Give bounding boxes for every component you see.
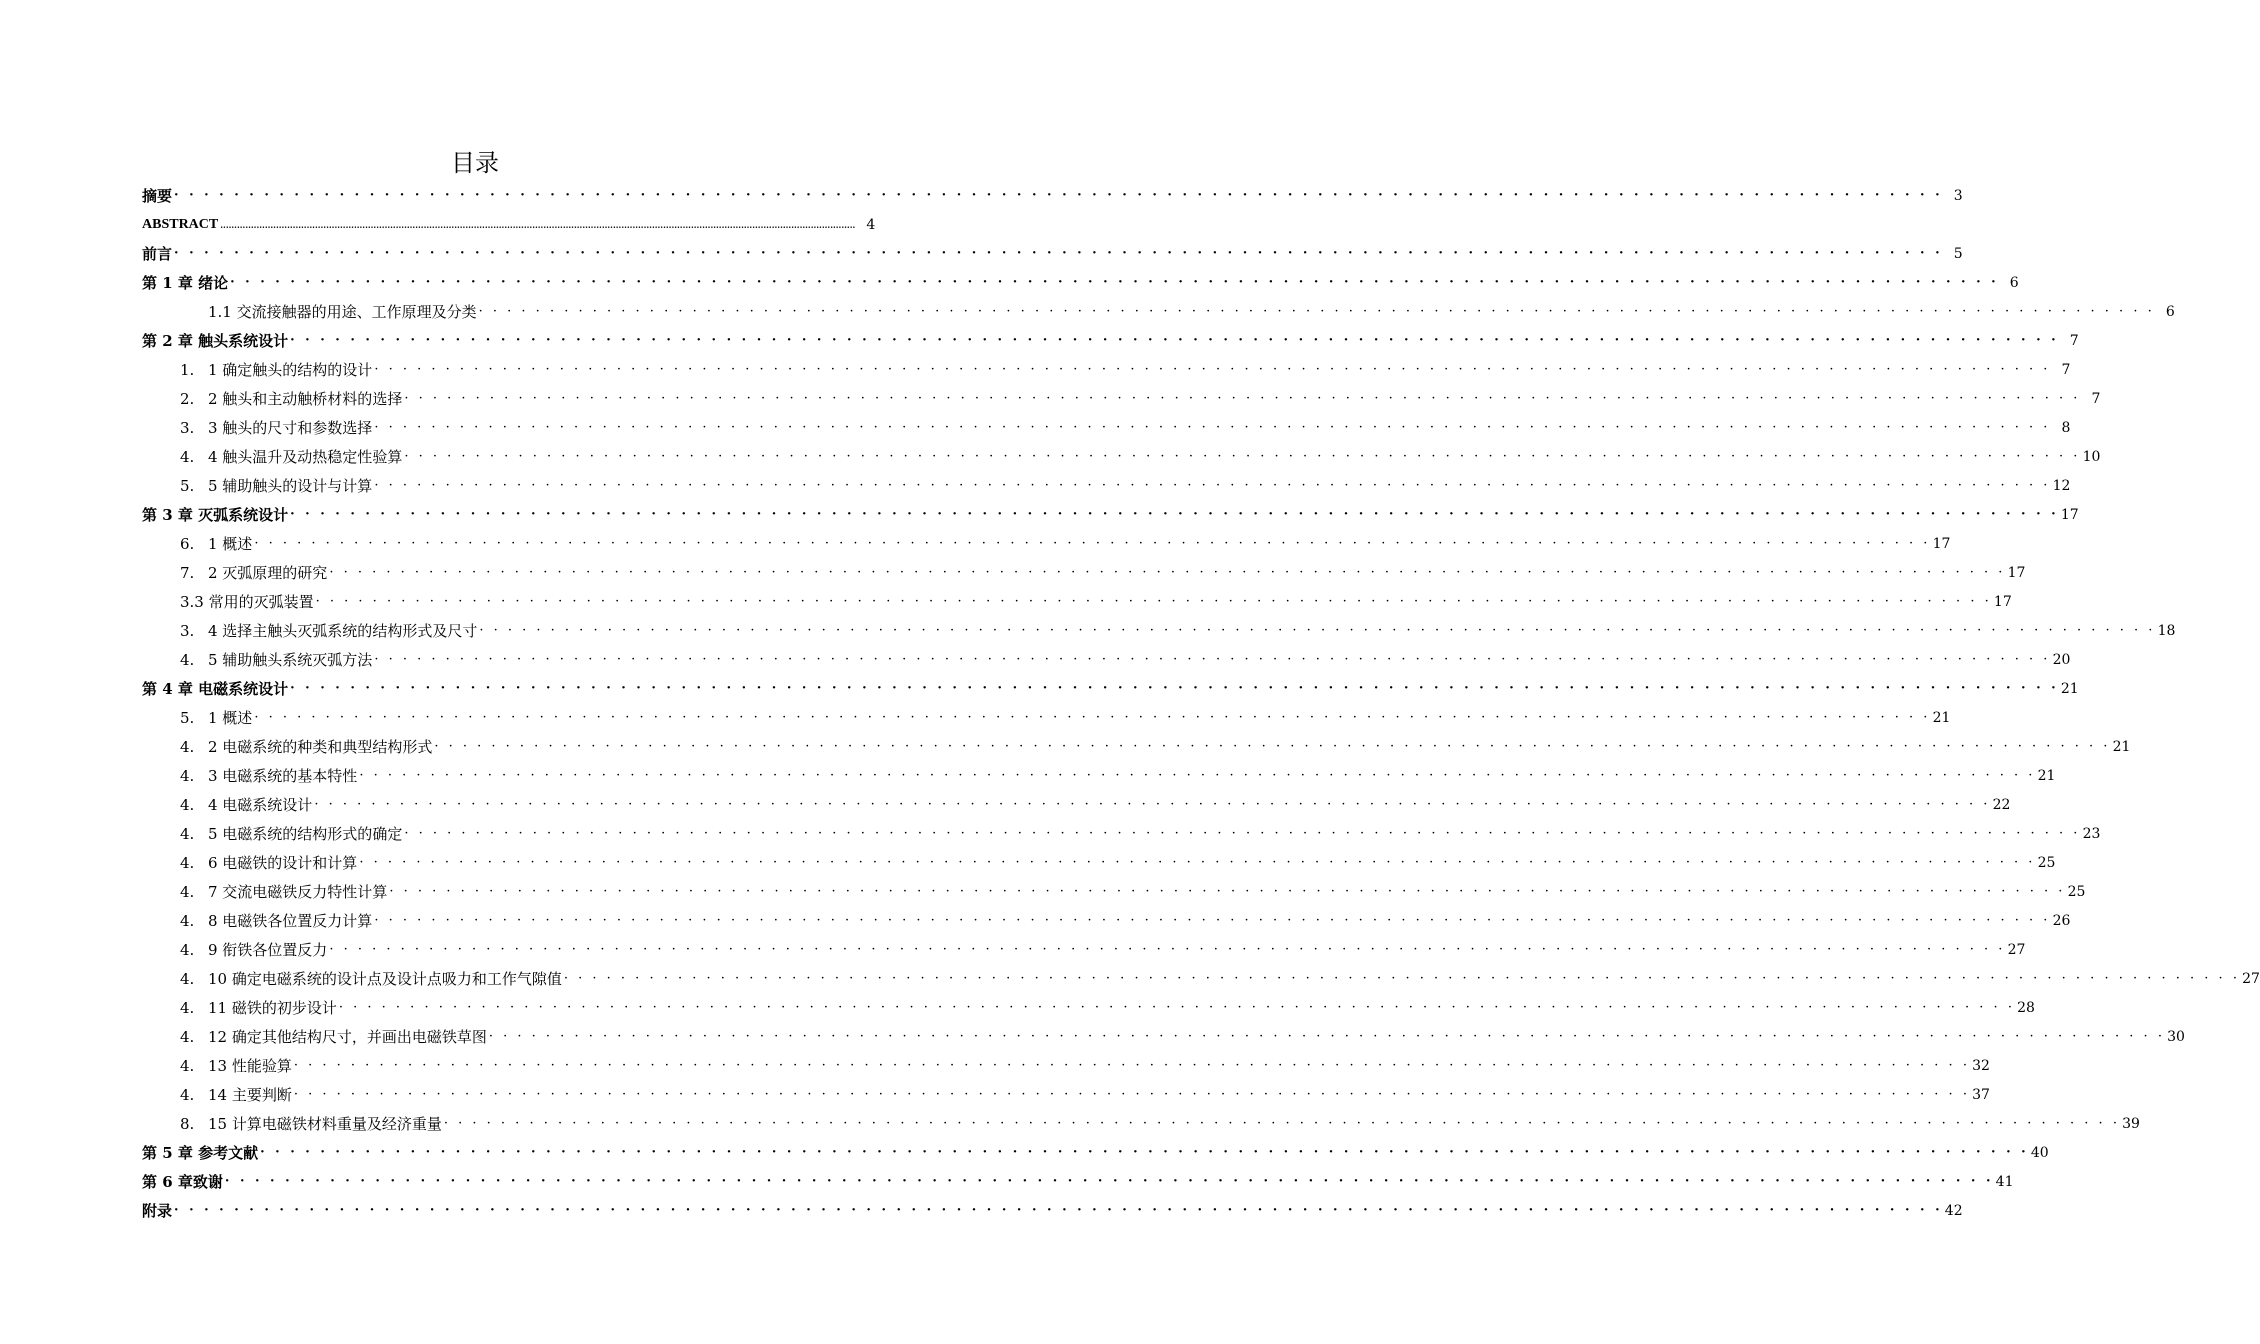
- toc-entry-page-number: 26: [2052, 912, 2071, 929]
- dot-leader: · · · · · · · · · · · · · · · · · · · · · · · · · · · · · · · · · · · · · · · · · · · · · · · · · · · · · · · · · · · · · · · · · · · · · · · · · · · · · · · · · · · · · · · · · · · · · · · · · · · · · · · · · · · · · · · · · · · · · ·: [404, 390, 2081, 406]
- toc-entry-page-number: 3: [1953, 187, 1963, 204]
- dot-leader: · · · · · · · · · · · · · · · · · · · · · · · · · · · · · · · · · · · · · · · · · · · · · · · · · · · · · · · · · · · · · · · · · · · · · · · · · · · · · · · · · · · · · · · · · · · · · · · · · · · · · · · · · · · · · · · · · · · · · ·: [290, 680, 2059, 696]
- toc-entry-title: 1.1 交流接触器的用途、工作原理及分类: [208, 303, 477, 321]
- dot-leader: · · · · · · · · · · · · · · · · · · · · · · · · · · · · · · · · · · · · · · · · · · · · · · · · · · · · · · · · · · · · · · · · · · · · · · · · · · · · · · · · · · · · · · · · · · · · · · · · · · · · · · · · · · · · · · · · · · · · · ·: [443, 1115, 2120, 1131]
- dot-leader: · · · · · · · · · · · · · · · · · · · · · · · · · · · · · · · · · · · · · · · · · · · · · · · · · · · · · · · · · · · · · · · · · · · · · · · · · · · · · · · · · · · · · · · · · · · · · · · · · · · · · · · · · · · · · · · · · · · · · ·: [254, 709, 1931, 725]
- toc-entry-title: 2 灭弧原理的研究: [208, 564, 328, 582]
- toc-entry-number: 5.: [180, 709, 195, 727]
- toc-entry-label: [180, 1113, 442, 1134]
- toc-entry[interactable]: [142, 587, 2012, 616]
- toc-entry-number: 4.: [180, 999, 195, 1017]
- dot-leader: · · · · · · · · · · · · · · · · · · · · · · · · · · · · · · · · · · · · · · · · · · · · · · · · · · · · · · · · · · · · · · · · · · · · · · · · · · · · · · · · · · · · · · · · · · · · · · · · · · · · · · · · · · · · · · · · · · · · · ·: [374, 477, 2051, 493]
- toc-entry-label: [180, 359, 372, 380]
- toc-entry-label: [180, 736, 432, 757]
- toc-entry[interactable]: [142, 790, 2011, 819]
- toc-entry-page-number: 37: [1972, 1086, 1990, 1103]
- dot-leader: · · · · · · · · · · · · · · · · · · · · · · · · · · · · · · · · · · · · · · · · · · · · · · · · · · · · · · · · · · · · · · · · · · · · · · · · · · · · · · · · · · · · · · · · · · · · · · · · · · · · · · · · · · · · · · · · · · · · · ·: [374, 651, 2051, 667]
- toc-entry-label: [142, 1171, 223, 1192]
- dot-leader: · · · · · · · · · · · · · · · · · · · · · · · · · · · · · · · · · · · · · · · · · · · · · · · · · · · · · · · · · · · · · · · · · · · · · · · · · · · · · · · · · · · · · · · · · · · · · · · · · · · · · · · · · · · · · · · · · · · · · ·: [359, 854, 2036, 870]
- toc-entry-page-number: 39: [2122, 1115, 2140, 1132]
- dot-leader: · · · · · · · · · · · · · · · · · · · · · · · · · · · · · · · · · · · · · · · · · · · · · · · · · · · · · · · · · · · · · · · · · · · · · · · · · · · · · · · · · · · · · · · · · · · · · · · · · · · · · · · · · · · · · · · · · · · · · ·: [230, 274, 1999, 290]
- dot-leader: · · · · · · · · · · · · · · · · · · · · · · · · · · · · · · · · · · · · · · · · · · · · · · · · · · · · · · · · · · · · · · · · · · · · · · · · · · · · · · · · · · · · · · · · · · · · · · · · · · · · · · · · · · · · · · · · · · · · · ·: [254, 535, 1931, 551]
- toc-entry-number: 4.: [180, 941, 195, 959]
- toc-entry-label: [180, 823, 402, 844]
- toc-entry[interactable]: [142, 1022, 2185, 1051]
- toc-entry-label: [180, 852, 357, 873]
- toc-entry-page-number: 27: [2242, 970, 2260, 987]
- toc-entry-title: 前言: [142, 245, 173, 263]
- toc-entry-page-number: 23: [2082, 825, 2101, 842]
- toc-entry-title: 摘要: [142, 187, 173, 205]
- toc-entry-label: [180, 591, 314, 612]
- toc-entry-number: 5.: [180, 477, 195, 495]
- toc-entry-number: 4.: [180, 970, 195, 988]
- toc-entry[interactable]: [142, 471, 2071, 500]
- toc-entry-page-number: 21: [1932, 709, 1951, 726]
- toc-entry-number: 4.: [180, 1057, 195, 1075]
- toc-entry-number: 4.: [180, 1028, 195, 1046]
- toc-entry-label: [180, 794, 312, 815]
- toc-entry-number: 4.: [180, 1086, 195, 1104]
- toc-entry-label: [142, 243, 172, 264]
- toc-entry-title: 11 磁铁的初步设计: [208, 999, 337, 1017]
- toc-entry-title: 第 6 章致谢: [142, 1173, 223, 1191]
- toc-entry-number: 4.: [180, 854, 195, 872]
- toc-entry[interactable]: [142, 761, 2056, 790]
- toc-entry-title: 2 触头和主动触桥材料的选择: [208, 390, 403, 408]
- dot-leader: · · · · · · · · · · · · · · · · · · · · · · · · · · · · · · · · · · · · · · · · · · · · · · · · · · · · · · · · · · · · · · · · · · · · · · · · · · · · · · · · · · · · · · · · · · · · · · · · · · · · · · · · · · · · · · · · · · · · · ·: [338, 999, 2015, 1015]
- toc-entry-number: 4.: [180, 796, 195, 814]
- dot-leader: · · · · · · · · · · · · · · · · · · · · · · · · · · · · · · · · · · · · · · · · · · · · · · · · · · · · · · · · · · · · · · · · · · · · · · · · · · · · · · · · · · · · · · · · · · · · · · · · · · · · · · · · · · · · · · · · · · · · · ·: [488, 1028, 2165, 1044]
- toc-entry-page-number: 5: [1953, 245, 1963, 262]
- toc-entry-page-number: 7: [2091, 390, 2101, 407]
- toc-entry-page-number: 21: [2037, 767, 2056, 784]
- toc-entry-number: 7.: [180, 564, 195, 582]
- dot-leader: · · · · · · · · · · · · · · · · · · · · · · · · · · · · · · · · · · · · · · · · · · · · · · · · · · · · · · · · · · · · · · · · · · · · · · · · · · · · · · · · · · · · · · · · · · · · · · · · · · · · · · · · · · · · · · · · · · · · · ·: [389, 883, 2066, 899]
- dot-leader: · · · · · · · · · · · · · · · · · · · · · · · · · · · · · · · · · · · · · · · · · · · · · · · · · · · · · · · · · · · · · · · · · · · · · · · · · · · · · · · · · · · · · · · · · · · · · · · · · · · · · · · · · · · · · · · · · · · · · ·: [404, 448, 2081, 464]
- toc-entry-label: [142, 330, 288, 351]
- toc-entry[interactable]: [142, 616, 2176, 645]
- toc-entry-page-number: 17: [2060, 506, 2079, 523]
- toc-entry[interactable]: [142, 1167, 2014, 1196]
- toc-entry[interactable]: [142, 500, 2079, 529]
- dot-leader: · · · · · · · · · · · · · · · · · · · · · · · · · · · · · · · · · · · · · · · · · · · · · · · · · · · · · · · · · · · · · · · · · · · · · · · · · · · · · · · · · · · · · · · · · · · · · · · · · · · · · · · · · · · · · · · · · · · · · ·: [329, 564, 2006, 580]
- toc-entry[interactable]: [142, 268, 2019, 297]
- toc-entry-label: [142, 1142, 258, 1163]
- toc-entry-number: 1.: [180, 361, 195, 379]
- toc-entry-title: 5 辅助触头系统灭弧方法: [208, 651, 373, 669]
- toc-entry-page-number: 6: [2165, 303, 2175, 320]
- toc-entry-number: 4.: [180, 883, 195, 901]
- toc-entry-page-number: 21: [2112, 738, 2131, 755]
- toc-entry-title: 4 选择主触头灭弧系统的结构形式及尺寸: [208, 622, 478, 640]
- toc-entry-page-number: 32: [1972, 1057, 1990, 1074]
- toc-entry-label: [142, 1200, 172, 1221]
- toc-entry-title: 8 电磁铁各位置反力计算: [208, 912, 373, 930]
- toc-entry-page-number: 12: [2052, 477, 2071, 494]
- toc-entry[interactable]: [142, 413, 2071, 442]
- dot-leader: · · · · · · · · · · · · · · · · · · · · · · · · · · · · · · · · · · · · · · · · · · · · · · · · · · · · · · · · · · · · · · · · · · · · · · · · · · · · · · · · · · · · · · · · · · · · · · · · · · · · · · · · · · · · · · · · · · · · · ·: [359, 767, 2036, 783]
- toc-entry-title: 14 主要判断: [208, 1086, 292, 1104]
- toc-entry-title: 第 4 章 电磁系统设计: [142, 680, 289, 698]
- dot-leader: · · · · · · · · · · · · · · · · · · · · · · · · · · · · · · · · · · · · · · · · · · · · · · · · · · · · · · · · · · · · · · · · · · · · · · · · · · · · · · · · · · · · · · · · · · · · · · · · · · · · · · · · · · · · · · · · · · · · · ·: [293, 1057, 1970, 1073]
- dot-leader: · · · · · · · · · · · · · · · · · · · · · · · · · · · · · · · · · · · · · · · · · · · · · · · · · · · · · · · · · · · · · · · · · · · · · · · · · · · · · · · · · · · · · · · · · · · · · · · · · · · · · · · · · · · · · · · · · · · · · ·: [290, 506, 2059, 522]
- toc-entry-number: 4.: [180, 767, 195, 785]
- toc-entry[interactable]: [142, 181, 1963, 210]
- toc-entry[interactable]: [142, 645, 2071, 674]
- toc-entry[interactable]: [142, 848, 2056, 877]
- toc-entry-label: [180, 533, 252, 554]
- toc-entry[interactable]: [142, 442, 2101, 471]
- toc-entry-number: 6.: [180, 535, 195, 553]
- toc-entry-number: 8.: [180, 1115, 195, 1133]
- dot-leader: · · · · · · · · · · · · · · · · · · · · · · · · · · · · · · · · · · · · · · · · · · · · · · · · · · · · · · · · · · · · · · · · · · · · · · · · · · · · · · · · · · · · · · · · · · · · · · · · · · · · · · · · · · · · · · · · · · · · · ·: [329, 941, 2006, 957]
- table-of-contents: [142, 181, 2260, 1225]
- dot-leader: · · · · · · · · · · · · · · · · · · · · · · · · · · · · · · · · · · · · · · · · · · · · · · · · · · · · · · · · · · · · · · · · · · · · · · · · · · · · · · · · · · · · · · · · · · · · · · · · · · · · · · · · · · · · · · · · · · · · · ·: [174, 1202, 1943, 1218]
- toc-entry-title: 4 触头温升及动热稳定性验算: [208, 448, 403, 466]
- dot-leader: · · · · · · · · · · · · · · · · · · · · · · · · · · · · · · · · · · · · · · · · · · · · · · · · · · · · · · · · · · · · · · · · · · · · · · · · · · · · · · · · · · · · · · · · · · · · · · · · · · · · · · · · · · · · · · · · · · · · · ·: [563, 970, 2240, 986]
- dot-leader: · · · · · · · · · · · · · · · · · · · · · · · · · · · · · · · · · · · · · · · · · · · · · · · · · · · · · · · · · · · · · · · · · · · · · · · · · · · · · · · · · · · · · · · · · · · · · · · · · · · · · · · · · · · · · · · · · · · · · ·: [290, 332, 2059, 348]
- toc-entry[interactable]: [142, 1138, 2049, 1167]
- toc-entry-label: [142, 504, 288, 525]
- toc-entry-title: 第 2 章 触头系统设计: [142, 332, 289, 350]
- toc-entry-title: 第 3 章 灭弧系统设计: [142, 506, 289, 524]
- toc-entry-label: [180, 620, 477, 641]
- toc-entry[interactable]: [142, 1196, 1963, 1225]
- dot-leader: · · · · · · · · · · · · · · · · · · · · · · · · · · · · · · · · · · · · · · · · · · · · · · · · · · · · · · · · · · · · · · · · · · · · · · · · · · · · · · · · · · · · · · · · · · · · · · · · · · · · · · · · · · · · · · · · · · · · · ·: [174, 187, 1943, 203]
- dot-leader: · · · · · · · · · · · · · · · · · · · · · · · · · · · · · · · · · · · · · · · · · · · · · · · · · · · · · · · · · · · · · · · · · · · · · · · · · · · · · · · · · · · · · · · · · · · · · · · · · · · · · · · · · · · · · · · · · · · · · ·: [479, 622, 2156, 638]
- toc-entry-label: [180, 475, 372, 496]
- toc-entry-page-number: 17: [1932, 535, 1951, 552]
- toc-entry-label: [180, 765, 357, 786]
- toc-entry-page-number: 18: [2157, 622, 2176, 639]
- toc-entry-title: 附录: [142, 1202, 173, 1220]
- toc-entry-page-number: 40: [2030, 1144, 2049, 1161]
- toc-entry-title: 第 5 章 参考文献: [142, 1144, 259, 1162]
- toc-entry-label: [142, 217, 218, 233]
- toc-entry[interactable]: [142, 239, 1963, 268]
- toc-entry-label: [180, 939, 327, 960]
- toc-entry[interactable]: [142, 964, 2260, 993]
- toc-entry-page-number: 27: [2007, 941, 2026, 958]
- toc-entry-title: 1 确定触头的结构的设计: [208, 361, 373, 379]
- toc-entry-number: 4.: [180, 448, 195, 466]
- toc-entry-title: 第 1 章 绪论: [142, 274, 229, 292]
- toc-entry-page-number: 17: [1993, 593, 2012, 610]
- toc-entry-title: 1 概述: [208, 535, 253, 553]
- toc-entry-label: [180, 1026, 487, 1047]
- toc-entry[interactable]: [142, 384, 2101, 413]
- toc-entry[interactable]: [142, 819, 2101, 848]
- toc-entry-page-number: 8: [2061, 419, 2071, 436]
- toc-entry-page-number: 17: [2007, 564, 2026, 581]
- dot-leader: · · · · · · · · · · · · · · · · · · · · · · · · · · · · · · · · · · · · · · · · · · · · · · · · · · · · · · · · · · · · · · · · · · · · · · · · · · · · · · · · · · · · · · · · · · · · · · · · · · · · · · · · · · · · · · · · · · · · · ·: [315, 593, 1992, 609]
- toc-entry-page-number: 22: [1992, 796, 2011, 813]
- toc-entry-label: [142, 272, 228, 293]
- toc-entry-title: 1 概述: [208, 709, 253, 727]
- toc-entry[interactable]: [142, 703, 1951, 732]
- toc-entry-title: 12 确定其他结构尺寸，并画出电磁铁草图: [208, 1028, 487, 1046]
- dot-leader: · · · · · · · · · · · · · · · · · · · · · · · · · · · · · · · · · · · · · · · · · · · · · · · · · · · · · · · · · · · · · · · · · · · · · · · · · · · · · · · · · · · · · · · · · · · · · · · · · · · · · · · · · · · · · · · · · · · · · ·: [374, 912, 2051, 928]
- toc-entry-title: 7 交流电磁铁反力特性计算: [208, 883, 388, 901]
- toc-entry[interactable]: [142, 558, 2026, 587]
- dot-leader: ....................................................................................................................................................................................................................................: [220, 219, 856, 230]
- toc-entry-page-number: 10: [2082, 448, 2101, 465]
- dot-leader: · · · · · · · · · · · · · · · · · · · · · · · · · · · · · · · · · · · · · · · · · · · · · · · · · · · · · · · · · · · · · · · · · · · · · · · · · · · · · · · · · · · · · · · · · · · · · · · · · · · · · · · · · · · · · · · · · · · · · ·: [374, 419, 2051, 435]
- toc-entry-label: [180, 1084, 292, 1105]
- toc-entry-number: 3.: [180, 622, 195, 640]
- dot-leader: · · · · · · · · · · · · · · · · · · · · · · · · · · · · · · · · · · · · · · · · · · · · · · · · · · · · · · · · · · · · · · · · · · · · · · · · · · · · · · · · · · · · · · · · · · · · · · · · · · · · · · · · · · · · · · · · · · · · · ·: [314, 796, 1991, 812]
- toc-title: 目录: [451, 149, 499, 177]
- toc-entry-page-number: 30: [2167, 1028, 2185, 1045]
- toc-entry-number: 2.: [180, 390, 195, 408]
- dot-leader: · · · · · · · · · · · · · · · · · · · · · · · · · · · · · · · · · · · · · · · · · · · · · · · · · · · · · · · · · · · · · · · · · · · · · · · · · · · · · · · · · · · · · · · · · · · · · · · · · · · · · · · · · · · · · · · · · · · · · ·: [404, 825, 2081, 841]
- toc-entry-title: ABSTRACT: [142, 216, 219, 232]
- toc-entry-label: [180, 1055, 292, 1076]
- toc-entry-title: 9 衔铁各位置反力: [208, 941, 328, 959]
- toc-entry-title: 4 电磁系统设计: [208, 796, 313, 814]
- toc-entry-label: [180, 301, 477, 322]
- dot-leader: · · · · · · · · · · · · · · · · · · · · · · · · · · · · · · · · · · · · · · · · · · · · · · · · · · · · · · · · · · · · · · · · · · · · · · · · · · · · · · · · · · · · · · · · · · · · · · · · · · · · · · · · · · · · · · · · · · · · · ·: [478, 303, 2155, 319]
- toc-entry-page-number: 41: [1995, 1173, 2014, 1190]
- dot-leader: · · · · · · · · · · · · · · · · · · · · · · · · · · · · · · · · · · · · · · · · · · · · · · · · · · · · · · · · · · · · · · · · · · · · · · · · · · · · · · · · · · · · · · · · · · · · · · · · · · · · · · · · · · · · · · · · · · · · · ·: [434, 738, 2111, 754]
- toc-entry-page-number: 21: [2060, 680, 2079, 697]
- toc-entry-label: [180, 910, 372, 931]
- toc-entry-number: 4.: [180, 738, 195, 756]
- toc-entry-label: [142, 185, 172, 206]
- toc-entry[interactable]: [142, 1080, 1990, 1109]
- toc-entry-page-number: 7: [2069, 332, 2079, 349]
- toc-entry[interactable]: [142, 732, 2131, 761]
- toc-entry-title: 3 电磁系统的基本特性: [208, 767, 358, 785]
- toc-entry-number: 4.: [180, 651, 195, 669]
- toc-entry[interactable]: [142, 210, 876, 239]
- toc-entry-label: [180, 446, 402, 467]
- toc-entry-page-number: 6: [2009, 274, 2019, 291]
- toc-entry-title: 6 电磁铁的设计和计算: [208, 854, 358, 872]
- toc-entry[interactable]: [142, 877, 2086, 906]
- toc-entry-label: [180, 417, 372, 438]
- toc-entry-page-number: 20: [2052, 651, 2071, 668]
- toc-entry[interactable]: [142, 529, 1951, 558]
- toc-entry-number: 4.: [180, 912, 195, 930]
- toc-entry-number: 4.: [180, 825, 195, 843]
- toc-entry[interactable]: [142, 935, 2026, 964]
- dot-leader: · · · · · · · · · · · · · · · · · · · · · · · · · · · · · · · · · · · · · · · · · · · · · · · · · · · · · · · · · · · · · · · · · · · · · · · · · · · · · · · · · · · · · · · · · · · · · · · · · · · · · · · · · · · · · · · · · · · · · ·: [174, 245, 1943, 261]
- toc-entry-page-number: 4: [866, 216, 876, 233]
- toc-entry[interactable]: [142, 355, 2071, 384]
- toc-entry-page-number: 25: [2067, 883, 2086, 900]
- toc-entry-label: [142, 678, 288, 699]
- toc-entry-label: [180, 649, 372, 670]
- toc-entry-label: [180, 968, 562, 989]
- dot-leader: · · · · · · · · · · · · · · · · · · · · · · · · · · · · · · · · · · · · · · · · · · · · · · · · · · · · · · · · · · · · · · · · · · · · · · · · · · · · · · · · · · · · · · · · · · · · · · · · · · · · · · · · · · · · · · · · · · · · · ·: [260, 1144, 2029, 1160]
- toc-entry[interactable]: [142, 1109, 2140, 1138]
- toc-entry-title: 2 电磁系统的种类和典型结构形式: [208, 738, 433, 756]
- toc-entry-label: [180, 881, 387, 902]
- toc-entry-label: [180, 562, 327, 583]
- toc-entry[interactable]: [142, 1051, 1990, 1080]
- toc-entry[interactable]: [142, 674, 2079, 703]
- toc-entry-page-number: 7: [2061, 361, 2071, 378]
- toc-entry-page-number: 42: [1944, 1202, 1963, 1219]
- toc-entry-label: [180, 997, 337, 1018]
- dot-leader: · · · · · · · · · · · · · · · · · · · · · · · · · · · · · · · · · · · · · · · · · · · · · · · · · · · · · · · · · · · · · · · · · · · · · · · · · · · · · · · · · · · · · · · · · · · · · · · · · · · · · · · · · · · · · · · · · · · · · ·: [374, 361, 2051, 377]
- toc-entry-page-number: 25: [2037, 854, 2056, 871]
- toc-entry[interactable]: [142, 326, 2079, 355]
- toc-entry-title: 5 辅助触头的设计与计算: [208, 477, 373, 495]
- dot-leader: · · · · · · · · · · · · · · · · · · · · · · · · · · · · · · · · · · · · · · · · · · · · · · · · · · · · · · · · · · · · · · · · · · · · · · · · · · · · · · · · · · · · · · · · · · · · · · · · · · · · · · · · · · · · · · · · · · · · · ·: [293, 1086, 1970, 1102]
- toc-entry-label: [180, 707, 252, 728]
- toc-entry-title: 5 电磁系统的结构形式的确定: [208, 825, 403, 843]
- toc-entry[interactable]: [142, 906, 2071, 935]
- dot-leader: · · · · · · · · · · · · · · · · · · · · · · · · · · · · · · · · · · · · · · · · · · · · · · · · · · · · · · · · · · · · · · · · · · · · · · · · · · · · · · · · · · · · · · · · · · · · · · · · · · · · · · · · · · · · · · · · · · · · · ·: [224, 1173, 1994, 1189]
- toc-entry-page-number: 28: [2017, 999, 2035, 1016]
- toc-entry-label: [180, 388, 402, 409]
- toc-entry-title: 15 计算电磁铁材料重量及经济重量: [208, 1115, 442, 1133]
- toc-entry-title: 10 确定电磁系统的设计点及设计点吸力和工作气隙值: [208, 970, 562, 988]
- toc-entry-title: 3 触头的尺寸和参数选择: [208, 419, 373, 437]
- toc-entry[interactable]: [142, 993, 2035, 1022]
- toc-entry-number: 3.: [180, 419, 195, 437]
- toc-entry[interactable]: [142, 297, 2175, 326]
- toc-entry-title: 13 性能验算: [208, 1057, 292, 1075]
- toc-entry-title: 3.3 常用的灭弧装置: [180, 593, 314, 611]
